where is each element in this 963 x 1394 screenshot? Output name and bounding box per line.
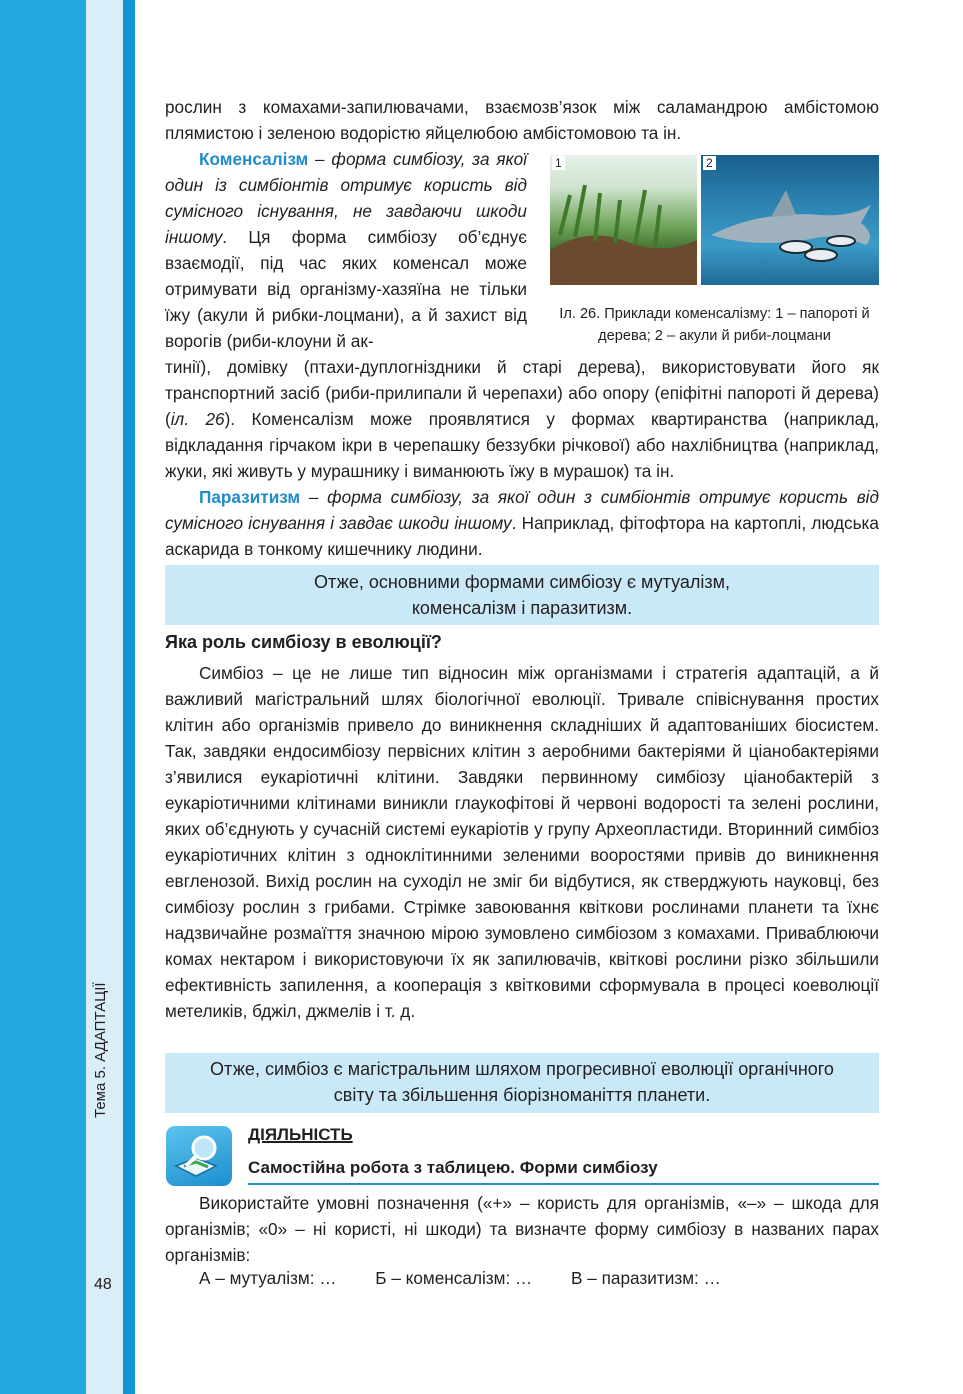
- parasitism-term: Паразитизм: [199, 487, 301, 507]
- shark-illustration: [701, 155, 879, 285]
- commensalism-body-a: . Ця форма симбіозу об’єднує взаємодії, під час яких коменсал може отримувати від організму-хазяїна не тільки їжу (акули й рибки-лоцмани), а й захист від ворогів (риби-клоуни й ак-: [165, 227, 527, 351]
- commensalism-body-b: тинії), домівку (птахи-дуплогніздники й старі дерева), використовувати його як транспортний засіб (риби-прилипали й черепахи) або опору (епіфітні папороті й дерева) (: [165, 357, 879, 429]
- photo-shark-pilotfish: [701, 155, 879, 285]
- figure-reference: іл. 26: [170, 409, 225, 429]
- evolution-heading: Яка роль симбіозу в еволюції?: [165, 632, 442, 652]
- parasitism-body: . Наприклад, фітофтора на картоплі, людська аскарида в тонкому кишечнику людини.: [165, 513, 879, 559]
- summary-forms-box: [165, 565, 879, 625]
- answer-options: [199, 1268, 755, 1289]
- summary-evolution-text: Отже, симбіоз є магістральним шляхом прогресивної еволюції органічного світу та збільшення біорізноманіття планети.: [210, 1059, 834, 1105]
- intro-paragraph: [165, 94, 879, 146]
- parasitism-paragraph: [165, 484, 879, 562]
- parasitism-definition: – форма симбіозу, за якої один з симбіонтів отримує користь від сумісного існування і завдає шкоди іншому: [165, 487, 879, 533]
- photo-ferns-on-tree: [550, 155, 697, 285]
- photo1-number: 1: [552, 156, 565, 170]
- activity-instructions: [165, 1190, 879, 1268]
- parasitism-text: [165, 484, 879, 562]
- activity-title: ДІЯЛЬНІСТЬ: [248, 1125, 353, 1144]
- activity-subtitle: Самостійна робота з таблицею. Форми симбіозу: [248, 1158, 658, 1177]
- figure-caption: Іл. 26. Приклади коменсалізму: 1 – папороті й дерева; 2 – акули й риби-лоцмани: [559, 306, 870, 344]
- summary-forms-text: Отже, основними формами симбіозу є мутуалізм, коменсалізм і паразитизм.: [313, 572, 731, 618]
- commensalism-body-c: ). Коменсалізм може проявлятися у формах квартиранства (наприклад, відкладання гірчаком ікри в черепашку беззубки річкової) або нахлібництва (наприклад, жуки, які живуть у мурашнику і виманюють їжу в мурашок) та ін.: [165, 409, 880, 481]
- commensalism-full-text: [165, 354, 879, 484]
- commensalism-full-paragraph: [165, 354, 879, 484]
- fern-illustration: [550, 155, 697, 285]
- activity-underline: [248, 1183, 879, 1185]
- answer-c: В – паразитизм: …: [571, 1268, 721, 1288]
- photo2-number: 2: [703, 156, 716, 170]
- answer-b: Б – коменсалізм: …: [375, 1268, 533, 1288]
- theme-label: Тема 5. АДАПТАЦІЇ: [92, 982, 109, 1118]
- summary-evolution-box: [165, 1053, 879, 1113]
- commensalism-definition: – форма симбіозу, за якої один із симбіонтів отримує користь від сумісного існування, не завдаючи шкоди іншому: [165, 149, 527, 247]
- sidebar-band-inner: [86, 0, 123, 1394]
- activity-instructions-text: Використайте умовні позначення («+» – користь для організмів, «–» – шкода для організмів; «0» – ні користі, ні шкоди) та визначте форму симбіозу в названих парах організмів:: [165, 1193, 879, 1265]
- page-number: 48: [94, 1276, 112, 1293]
- commensalism-term: Коменсалізм: [199, 149, 309, 169]
- sidebar-band-outer: [0, 0, 86, 1394]
- activity-icon: [166, 1126, 232, 1186]
- intro-text: рослин з комахами-запилювачами, взаємозв’язок між саламандрою амбістомою плямистою і зеленою водорістю яйцелюбою амбістомовою та ін.: [165, 97, 879, 143]
- commensalism-wrapped-paragraph: [165, 146, 527, 354]
- answer-a: А – мутуалізм: …: [199, 1268, 337, 1288]
- evolution-text: Симбіоз – це не лише тип відносин між організмами і стратегія адаптацій, а й важливий магістральний шлях біологічної еволюції. Тривале співіснування простих клітин або організмів привело до виникнення складніших й адаптованіших біосистем. Так, завдяки ендосимбіозу первісних клітин з аеробними бактеріями й ціанобактеріями з’явилися еукаріотичні клітини. Завдяки первинному симбіозу ціанобактерій з еукаріотичними клітинами виникли глаукофітові й червоні водорості та зелені рослини, яких об’єднують у сучасній системі еукаріотів у групу Археопластиди. Вторинний симбіоз еукаріотичних клітин з одноклітинними зеленими вооростями привів до виникнення евгленозой. Вихід рослин на суходіл не зміг би відбутися, як стверджують науковці, без симбіозу рослин з грибами. Стрімке завоювання квіткови рослинами планети та їхнє надзвичайне розмаїття значною мірою зумовлено симбіозом з комахами. Приваблюючи комах нектаром і використовуючи їх як запилювачів, квіткові рослини різко збільшили ефективність запилення, а кооперація з квітковими сформувала в процесі коеволюції метеликів, бджіл, джмелів і т. д.: [165, 663, 879, 1021]
- sidebar-band-line: [123, 0, 135, 1394]
- magnifier-map-icon: [166, 1126, 232, 1186]
- commensalism-wrapped-text: [165, 146, 527, 354]
- evolution-paragraph: [165, 660, 879, 1024]
